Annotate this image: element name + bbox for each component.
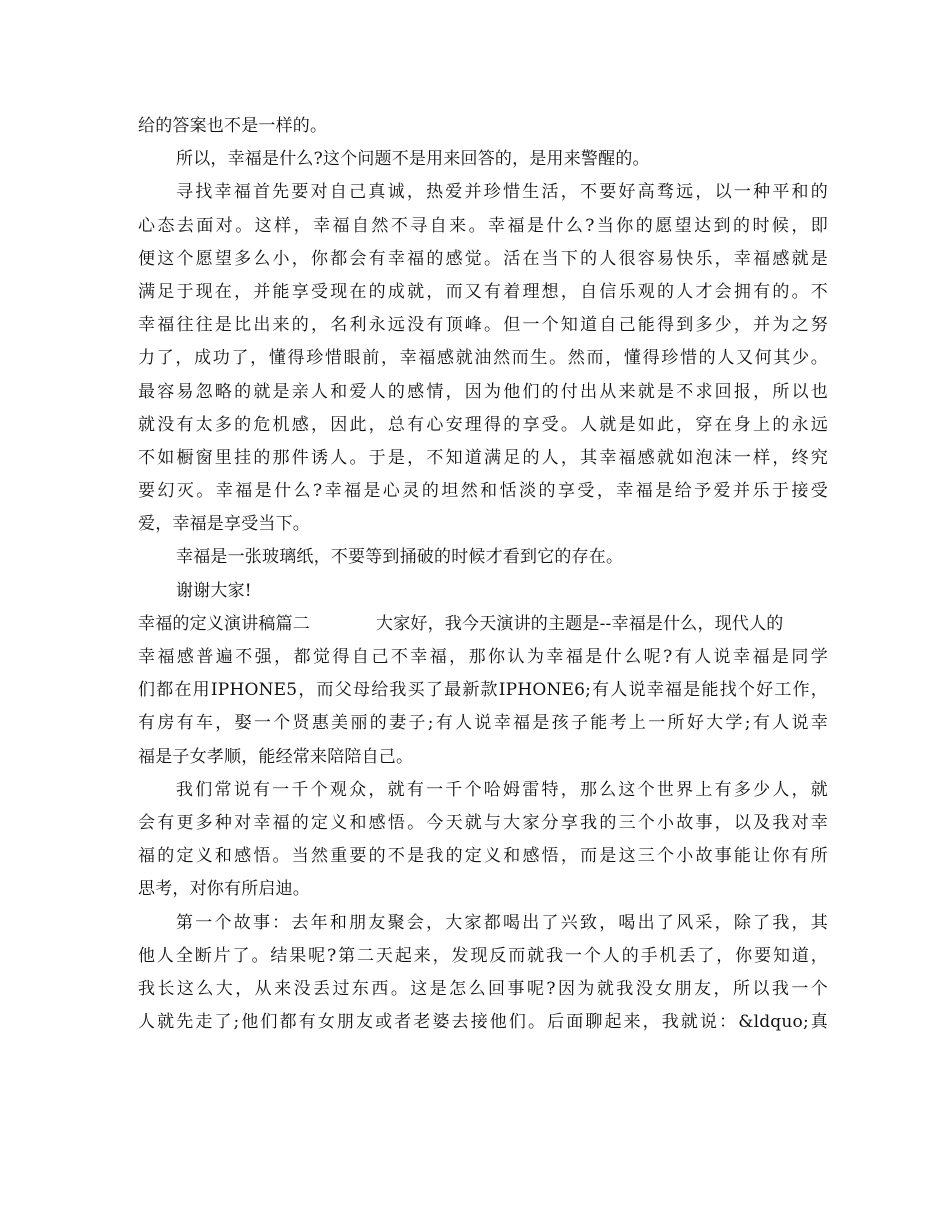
- text-line: 会有更多种对幸福的定义和感悟。今天就与大家分享我的三个小故事，以及我对幸: [138, 812, 828, 833]
- text-line: 满足于现在，并能享受现在的成就，而又有着理想，自信乐观的人才会拥有的。不: [138, 281, 828, 302]
- text-line: 爱，幸福是享受当下。: [138, 514, 310, 535]
- text-line: 福是子女孝顺，能经常来陪陪自己。: [138, 746, 414, 767]
- text-line: 寻找幸福首先要对自己真诚，热爱并珍惜生活，不要好高骛远，以一种平和的: [176, 182, 828, 203]
- section-heading: 幸福的定义演讲稿篇二: [138, 613, 310, 634]
- text-line: 所以，幸福是什么?这个问题不是用来回答的，是用来警醒的。: [176, 149, 650, 170]
- text-line: 要幻灭。幸福是什么?幸福是心灵的坦然和恬淡的享受，幸福是给予爱并乐于接受: [138, 481, 828, 502]
- text-line: 幸福是一张玻璃纸，不要等到捅破的时候才看到它的存在。: [176, 547, 624, 568]
- text-line: 最容易忽略的就是亲人和爱人的感情，因为他们的付出从来就是不求回报，所以也: [138, 381, 828, 402]
- text-line: 福的定义和感悟。当然重要的不是我的定义和感悟，而是这三个小故事能让你有所: [138, 846, 828, 867]
- text-line: 人就先走了;他们都有女朋友或者老婆去接他们。后面聊起来，我就说：&ldquo;真: [138, 1012, 828, 1033]
- text-line: 不如橱窗里挂的那件诱人。于是，不知道满足的人，其幸福感就如泡沫一样，终究: [138, 447, 828, 468]
- section-heading-line: [138, 608, 828, 641]
- text-line: 们都在用IPHONE5，而父母给我买了最新款IPHONE6;有人说幸福是能找个好工作，: [138, 680, 828, 701]
- text-line: 便这个愿望多么小，你都会有幸福的感觉。活在当下的人很容易快乐，幸福感就是: [138, 248, 828, 269]
- document-page: [138, 110, 828, 1039]
- text-line: 给的答案也不是一样的。: [138, 116, 328, 136]
- text-line: 他人全断片了。结果呢?第二天起来，发现反而就我一个人的手机丢了，你要知道，: [138, 945, 828, 966]
- text-line: 力了，成功了，懂得珍惜眼前，幸福感就油然而生。然而，懂得珍惜的人又何其少。: [138, 348, 828, 369]
- text-line: 就没有太多的危机感，因此，总有心安理得的享受。人就是如此，穿在身上的永远: [138, 414, 828, 435]
- text-line: 幸福感普遍不强，都觉得自己不幸福，那你认为幸福是什么呢?有人说幸福是同学: [138, 647, 828, 667]
- text-line: 心态去面对。这样，幸福自然不寻自来。幸福是什么?当你的愿望达到的时候，即: [138, 215, 828, 236]
- text-line: 我们常说有一千个观众，就有一千个哈姆雷特，那么这个世界上有多少人，就: [176, 779, 828, 800]
- text-line: 思考，对你有所启迪。: [138, 879, 310, 900]
- text-line: 谢谢大家!: [176, 580, 252, 601]
- text-line: 大家好，我今天演讲的主题是--幸福是什么，现代人的: [376, 613, 784, 634]
- text-line: 我长这么大，从来没丢过东西。这是怎么回事呢?因为就我没女朋友，所以我一个: [138, 978, 828, 999]
- text-line: 第一个故事：去年和朋友聚会，大家都喝出了兴致，喝出了风采，除了我，其: [176, 912, 828, 933]
- text-line: 有房有车，娶一个贤惠美丽的妻子;有人说幸福是孩子能考上一所好大学;有人说幸: [138, 713, 828, 734]
- text-line: 幸福往往是比出来的，名利永远没有顶峰。但一个知道自己能得到多少，并为之努: [138, 315, 828, 336]
